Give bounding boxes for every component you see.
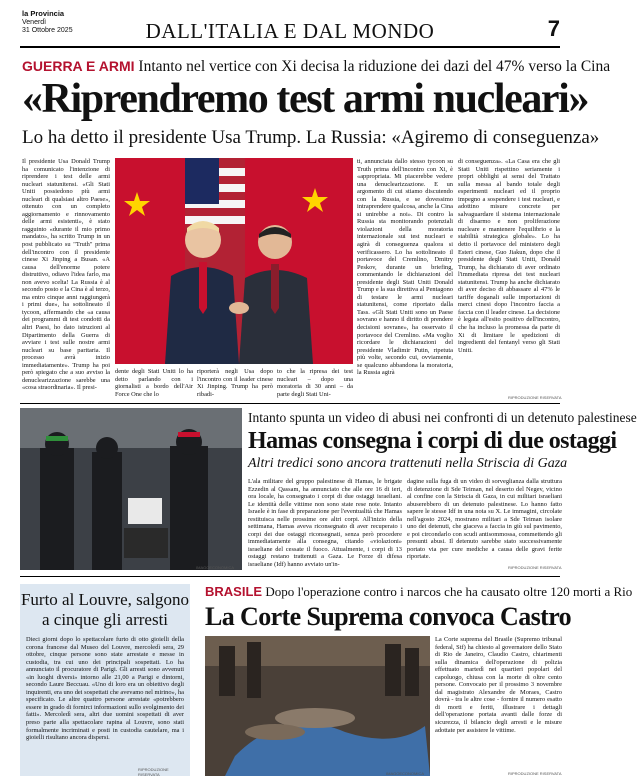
louvre-credit: RIPRODUZIONE RISERVATA [138,767,169,777]
rio-bodies-image [205,636,430,776]
brasile-headline: La Corte Suprema convoca Castro [205,602,572,631]
lead-col2b: riporterà negli Usa dopo l'incontro con il leader cinese Xi Jinping. Trump ha però ribadi- [197,368,273,398]
louvre-text: Dieci giorni dopo lo spettacolare furto di otto gioielli della corona francese dal Museo del Louvre, mercoledì sera, 29 ottobre, cinque persone sono state arrestate e messe in custodia, tra cui uno dei principali sospettati. Lo ha annunciato il procuratore di Parigi. Gli arresti sono avvenuti «in luoghi diversi» intorno alle 21,00 a Parigi e dintorni, secondo Laure Beccuau. «Uno di loro era un obiettivo degli inquirenti, era uno dei sospettati che avevamo nel mirino», ha specificato. Le altre quattro persone arrestate «potrebbero essere in grado di fornirci informazioni sullo svolgimento dei fatti». Mercoledì sera, altri due uomini sospettati di aver preso parte alla spettacolare rapina al Louvre, sono stati formalmente incriminati e posti in custodia cautelare, ma i gioielli risultano ancora dispersi. [26,636,184,742]
brasile-tag: BRASILE [205,584,263,599]
section-title: DALL'ITALIA E DAL MONDO [145,19,435,43]
weekday: Venerdì [22,19,47,26]
lead-col2a: dente degli Stati Uniti lo ha detto parlando con i giornalisti a bordo dell'Air Force One che lo [115,368,193,398]
hamas-col1: L'ala militare del gruppo palestinese di Hamas, le brigate Ezzedin al Qassam, ha annunciato che alle ore 16 di ieri, ora locale, ha consegnato i corpi di due ostaggi israeliani. Le identità delle vittime non sono state rese note. Intanto Israele è in fase di preparazione per l'eventualità che Hamas restituisca nelle prossime ore altri corpi. All'inizio della settimana, Hamas aveva riconsegnato di aver recuperato i corpi dei due ostaggi riconsegnati, senza però procedere immediatamente alla consegna, citando «violazioni» israeliane del cessate il fuoco. Attualmente, i corpi di 13 ostaggi restano trattenuti a Gaza. Le Forze di difesa israeliane (Idf) hanno avviato un'in- [248,478,402,569]
lead-bottom-rule [20,403,560,404]
brasile-photo-credit: IMAGOECONOMICA [386,771,425,776]
hamas-credit: RIPRODUZIONE RISERVATA [508,565,562,570]
masthead-rule [20,46,560,48]
lead-headline: «Riprendremo test armi nucleari» [22,76,589,122]
lead-photo [115,158,353,364]
hamas-fighters-image [20,408,242,570]
brasile-photo [205,636,430,776]
brasile-kicker [205,584,633,600]
brasile-credit: RIPRODUZIONE RISERVATA [508,771,562,776]
louvre-box [20,584,190,776]
lead-col1: Il presidente Usa Donald Trump ha comunicato l'intenzione di riprendere i test delle armi nucleari statunitensi. «Gli Stati Uniti possiedono più armi nucleari di qualsiasi altro Paese», ottenuto con un completo aggiornamento e rinnovamento delle armi esistenti», è stato ragguinto «durante il mio primo mandato», ha scritto Trump in un post pubblicato su "Truth" prima dell'incontro con il presidente cinese Xi Jinping a Busan. «A causa dell'enorme potere distruttivo, odiavo l'idea farlo, ma non avevo scelta! La Russia è al secondo posto e la Cina è al terzo, ma entro cinque anni raggiungerà i primi due», ha sottolineato il tycoon, affermando che «a causa dei programmi di test condotti da altri Paesi, ho dato istruzioni al Dipartimento della Guerra di avviare i test sulle nostre armi nucleari su base paritaria. Il processo avrà inizio immediatamente». Trump ha poi però spiegato che a suo avviso la denuclearizzazione sarebbe una «cosa straordinaria». Il presi- [22,158,110,392]
brasile-text: La Corte suprema del Brasile (Supremo tribunal federal, Stf) ha chiesto al governatore dello Stato di Rio de Janeiro, Claudio Castro, chiarimenti sulla dinamica dell'operazione di polizia effettuato martedì nei quartieri popolari del capoluogo, chiusa con la morte di oltre cento persone. Convocato per il prossimo 3 novembre dal magistrato Alexandre de Moraes, Castro dovrà - tra le altre cose - fornire il numero esatto di morti e feriti, illustrare i dettagli dell'operazione portata avanti dalle forze di sicurezza, il bilancio degli arresti e le misure adottate per assistere le vittime. [435,636,562,734]
lead-col4: di conseguenza». «La Casa era che gli Stati Uniti rispettino seriamente i propri obblighi ai sensi del Trattato sulla messa al bando totale degli esperimenti nucleari ed il proprio impegno a sospendere i test nucleari, e adottino misure concrete per salvaguardare il sistema internazionale di disarmo e non proliferazione nucleare e mantenere l'equilibrio e la stabilità strategica globale». Lo ha detto il portavoce del ministero degli Esteri cinese, Guo Jiakun, dopo che il presidente degli Stati Uniti, Donald Trump, ha dichiarato di aver ordinato l'immediata ripresa dei test nucleari statunitensi. Trump ha anche dichiarato di aver deciso di abbassare al 47% le tariffe doganali sulle importazioni di merci cinesi dopo l'incontro faccia a faccia con il leader cinese. La decisione è legata all'esito positivo dell'incontro, che ha incluso la promessa da parte di Xi di limitare le spedizioni di ingredienti del fentanyl verso gli Stati Uniti. [458,158,560,354]
paper-name: la Provincia [22,9,65,18]
hamas-photo-credit: IMAGOECONOMICA [196,565,235,570]
trump-xi-handshake-image [115,158,353,364]
lead-tag: GUERRA E ARMI [22,58,135,74]
page-number: 7 [547,16,560,41]
hamas-subhead: Altri tredici sono ancora trattenuti nella Striscia di Gaza [248,456,568,471]
louvre-headline: Furto al Louvre, salgono a cinque gli arresti [20,590,190,629]
hamas-col2: dagine sulla fuga di un video di sorveglianza dalla struttura di detenzione di Sde Teiman, nel deserto del Negev, vicino al confine con la Striscia di Gaza, in cui militari israeliani abuserebbero di un detenuto palestinese. Lo hanno fatto sapere le stesse Idf in una nota su X. Le immagini, circolate nell'agosto 2024, mostrano militari a Sde Teiman isolare uno dei detenuti, che giaceva a faccia in giù sul pavimento, e poi circondarlo con scudi antisommossa, commettendo gli presunti abusi. Il detenuto sarebbe stato successivamente portato via per cure mediche a causa delle gravi ferite riportate. [407,478,562,561]
brasile-kicker-text: Dopo l'operazione contro i narcos che ha causato oltre 120 morti a Rio [265,584,633,599]
lead-kicker-text: Intanto nel vertice con Xi decisa la riduzione dei dazi del 47% verso la Cina [138,58,611,75]
lead-kicker [22,57,611,76]
hamas-photo [20,408,242,570]
lead-subhead: Lo ha detto il presidente Usa Trump. La Russia: «Agiremo di conseguenza» [22,127,600,148]
hamas-bottom-rule [20,576,560,577]
hamas-headline: Hamas consegna i corpi di due ostaggi [248,428,617,454]
lead-credit: RIPRODUZIONE RISERVATA [508,395,562,400]
lead-col3: ti, annunciata dallo stesso tycoon su Truth prima dell'incontro con Xi, è «appropriata. Mi piacerebbe vedere una denuclearizzazione. E un argomento di cui stiamo discutendo con la Russia, e se dovessimo intraprendere qualcosa, anche la Cina si unirebbe a noi». Di contro la Russia sta monitorando potenziali violazioni della moratoria internazionale sui test nucleari e agirà di conseguenza qualora si verificassero. Lo ha sottolineato il portavoce del Cremlino, Dmitry Peskov, durante un briefing, commentando le dichiarazioni del presidente degli Stati Uniti Donald Trump e la sua direttiva al Pentagono di testare le armi nucleari statunitensi, come riportato dalla Tass. «Gli Stati Uniti sono un Paese sovrano e hanno il diritto di prendere decisioni sovrane», ha osservato il portavoce del Cremlino. «Ma voglio ricordare le dichiarazioni del presidente Vladimir Putin, ripetuta più volte, secondo cui, ovviamente, se qualcuno abbandona la moratoria, la Russia agirà [357,158,453,377]
date: 31 Ottobre 2025 [22,27,73,34]
hamas-kicker: Intanto spunta un video di abusi nei confronti di un detenuto palestinese [248,410,637,425]
lead-col2c: to che la ripresa dei test nucleari – dopo una moratoria di 30 anni – da parte degli Stati Uni- [277,368,353,398]
